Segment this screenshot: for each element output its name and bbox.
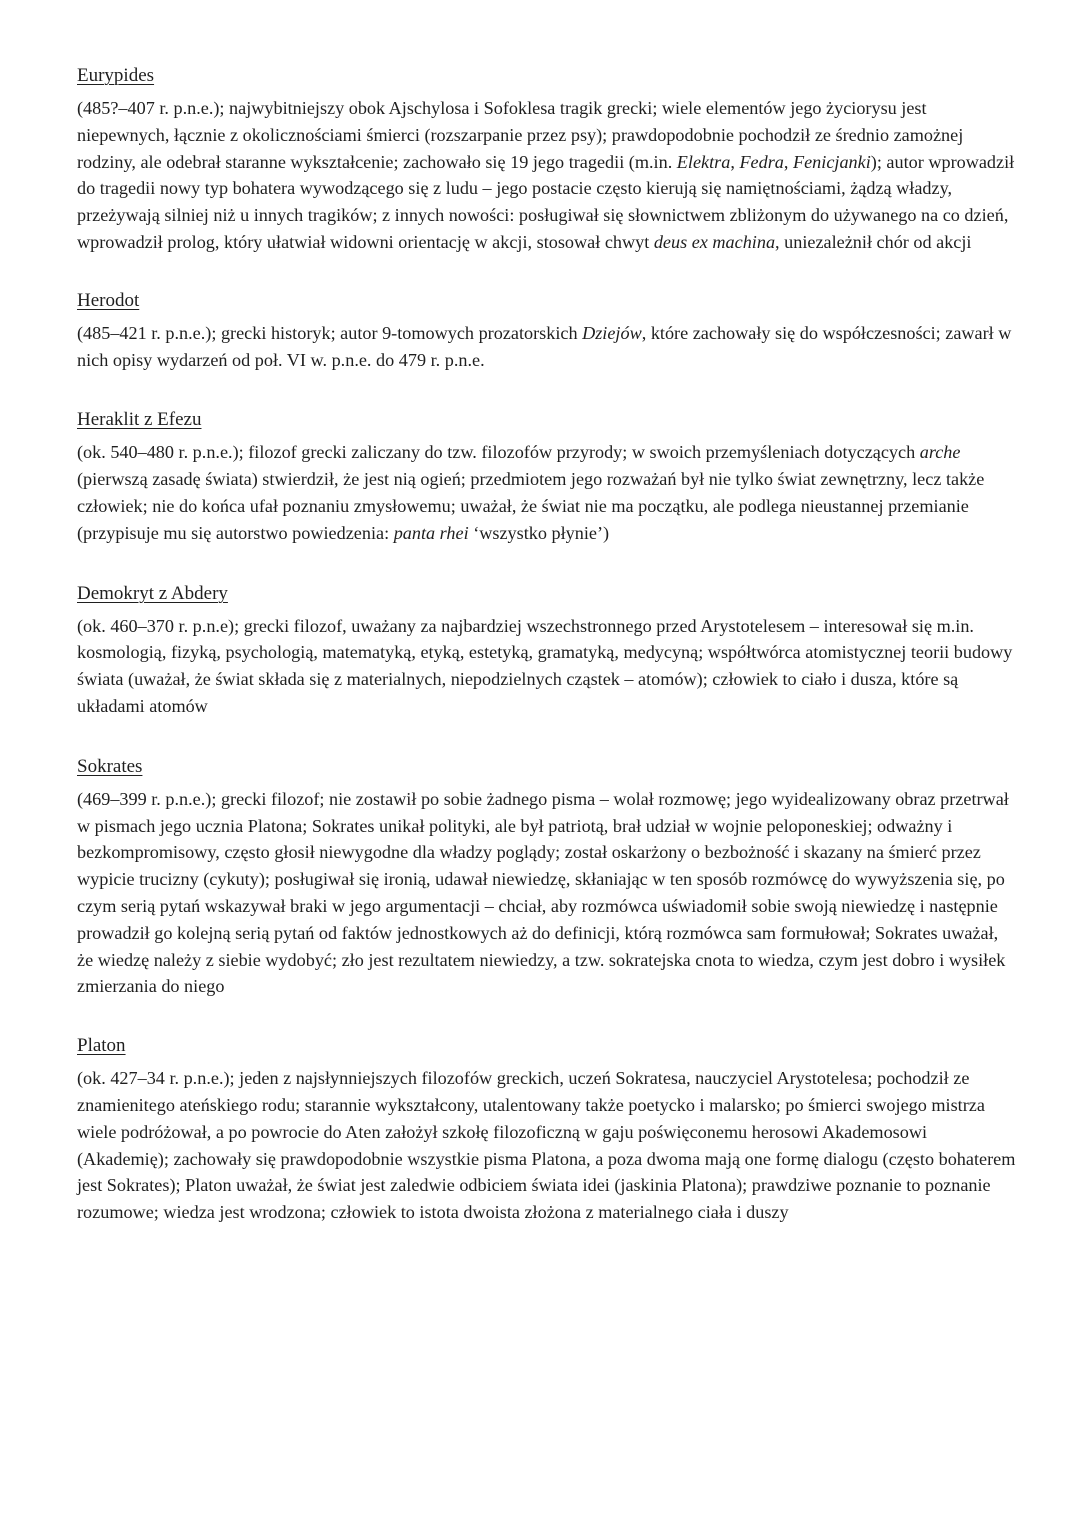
text-segment: (469–399 r. p.n.e.); grecki filozof; nie zostawił po sobie żadnego pisma – wolał rozmowę; jego wyidealizowany obraz przetrwał w pismach jego ucznia Platona; Sokrates unikał polityki, ale był patriotą, brał udział w wojnie peloponeskiej; odważny i bezkompromisowy, często głosił niewygodne dla władzy poglądy; został oskarżony o bezbożność i skazany na śmierć przez wypicie trucizny (cykuty); posługiwał się ironią, udawał niewiedzę, skłaniając w ten sposób rozmówcę do wywyższenia się, po czym serią pytań wskazywał braki w jego argumentacji – chciał, aby rozmówca uświadomił sobie swoją niewiedzę i następnie prowadził go kolejną serią pytań od faktów jednostkowych aż do definicji, którą rozmówca sam formułował; Sokrates uważał, że wiedzę należy z siebie wydobyć; zło jest rezultatem niewiedzy, a tzw. sokratejska cnota to wiedza, czym jest dobro i wysiłek zmierzania do niego: [77, 788, 1009, 997]
text-segment: (ok. 427–34 r. p.n.e.); jeden z najsłynniejszych filozofów greckich, uczeń Sokratesa, nauczyciel Arystotelesa; pochodził ze znamienitego ateńskiego rodu; starannie wykształcony, utalentowany także poetycko i malarsko; po śmierci swojego mistrza wiele podróżował, a po powrocie do Aten założył szkołę filozoficzną w gaju poświęconemu herosowi Akademosowi (Akademię); zachowały się prawdopodobnie wszystkie pisma Platona, a poza dwoma mają one formę dialogu (często bohaterem jest Sokrates); Platon uważał, że świat jest zaledwie odbiciem świata idei (jaskinia Platona); prawdziwe poznanie to poznanie rozumowe; wiedza jest wrodzona; człowiek to istota dwoista złożona z materialnego ciała i duszy: [77, 1068, 1016, 1223]
italic-term: Dziejów: [582, 322, 642, 343]
text-segment: , uniezależnił chór od akcji: [775, 231, 972, 252]
entry-body: [77, 320, 1017, 374]
italic-term: deus ex machina: [653, 231, 776, 252]
text-segment: (485?–407 r. p.n.e.); najwybitniejszy obok Ajschylosa i Sofoklesa tragik grecki; wiele elementów jego życiorysu jest niepewnych, łącznie z okolicznościami śmierci (rozszarpanie przez psy); prawdopodobnie pochodził ze średnio zamożnej rodziny, ale odebrał staranne wykształcenie; zachowało się 19 jego tragedii (m.in.: [77, 98, 964, 172]
entry-title: Herodot: [77, 289, 140, 311]
italic-term: Fenicjanki: [792, 151, 871, 172]
entry-herodot: [77, 287, 1017, 374]
italic-term: arche: [919, 442, 961, 463]
text-segment: ‘wszystko płynie’): [468, 522, 610, 543]
entry-demokryt: [77, 580, 1017, 720]
text-segment: (pierwszą zasadę świata) stwierdził, że jest nią ogień; przedmiotem jego rozważań był nie tylko świat zewnętrzny, lecz także człowiek; nie do końca ufał poznaniu zmysłowemu; uważał, że świat nie ma początku, ale podlega nieustannej przemianie (przypisuje mu się autorstwo powiedzenia:: [77, 469, 985, 543]
italic-term: Elektra: [676, 151, 731, 172]
text-segment: , które zachowały się do współczesności; zawarł w nich opisy wydarzeń od poł. VI w. p.n.e. do 479 r. p.n.e.: [77, 322, 1012, 370]
entry-body: [77, 786, 1017, 1000]
entry-sokrates: [77, 753, 1017, 1000]
entry-eurypides: [77, 62, 1017, 256]
italic-term: Fedra: [739, 151, 784, 172]
entry-body: [77, 1065, 1017, 1226]
text-segment: ); autor wprowadził do tragedii nowy typ bohatera wywodzącego się z ludu – jego postacie często kierują się namiętnościami, żądzą władzy, przeżywają silniej niż u innych tragików; z innych nowości: posługiwał się słownictwem zbliżonym do używanego na co dzień, wprowadził prolog, który ułatwiał widowni orientację w akcji, stosował chwyt: [77, 151, 1015, 252]
entry-body: [77, 613, 1017, 720]
entry-platon: [77, 1032, 1017, 1226]
entry-title: Heraklit z Efezu: [77, 409, 202, 431]
entry-title: Demokryt z Abdery: [77, 582, 228, 604]
entry-body: [77, 439, 1017, 546]
text-segment: (ok. 460–370 r. p.n.e); grecki filozof, uważany za najbardziej wszechstronnego przed Arystotelesem – interesował się m.in. kosmologią, fizyką, psychologią, matematyką, etyką, estetyką, gramatyką, medycyną; współtwórca atomistycznej teorii budowy świata (uważał, że świat składa się z materialnych, niepodzielnych cząstek – atomów); człowiek to ciało i dusza, które są układami atomów: [77, 615, 1013, 716]
entry-body: [77, 95, 1017, 256]
text-segment: (ok. 540–480 r. p.n.e.); filozof grecki zaliczany do tzw. filozofów przyrody; w swoich przemyśleniach dotyczących: [77, 442, 920, 463]
entry-heraklit: [77, 406, 1017, 546]
text-segment: (485–421 r. p.n.e.); grecki historyk; autor 9-tomowych prozatorskich: [77, 322, 583, 343]
entry-title: Eurypides: [77, 65, 155, 86]
italic-term: panta rhei: [393, 522, 469, 543]
text-segment: ,: [783, 151, 793, 172]
text-segment: ,: [730, 151, 740, 172]
entry-title: Platon: [77, 1035, 126, 1057]
document-page: [77, 62, 1017, 1226]
entry-title: Sokrates: [77, 755, 143, 777]
